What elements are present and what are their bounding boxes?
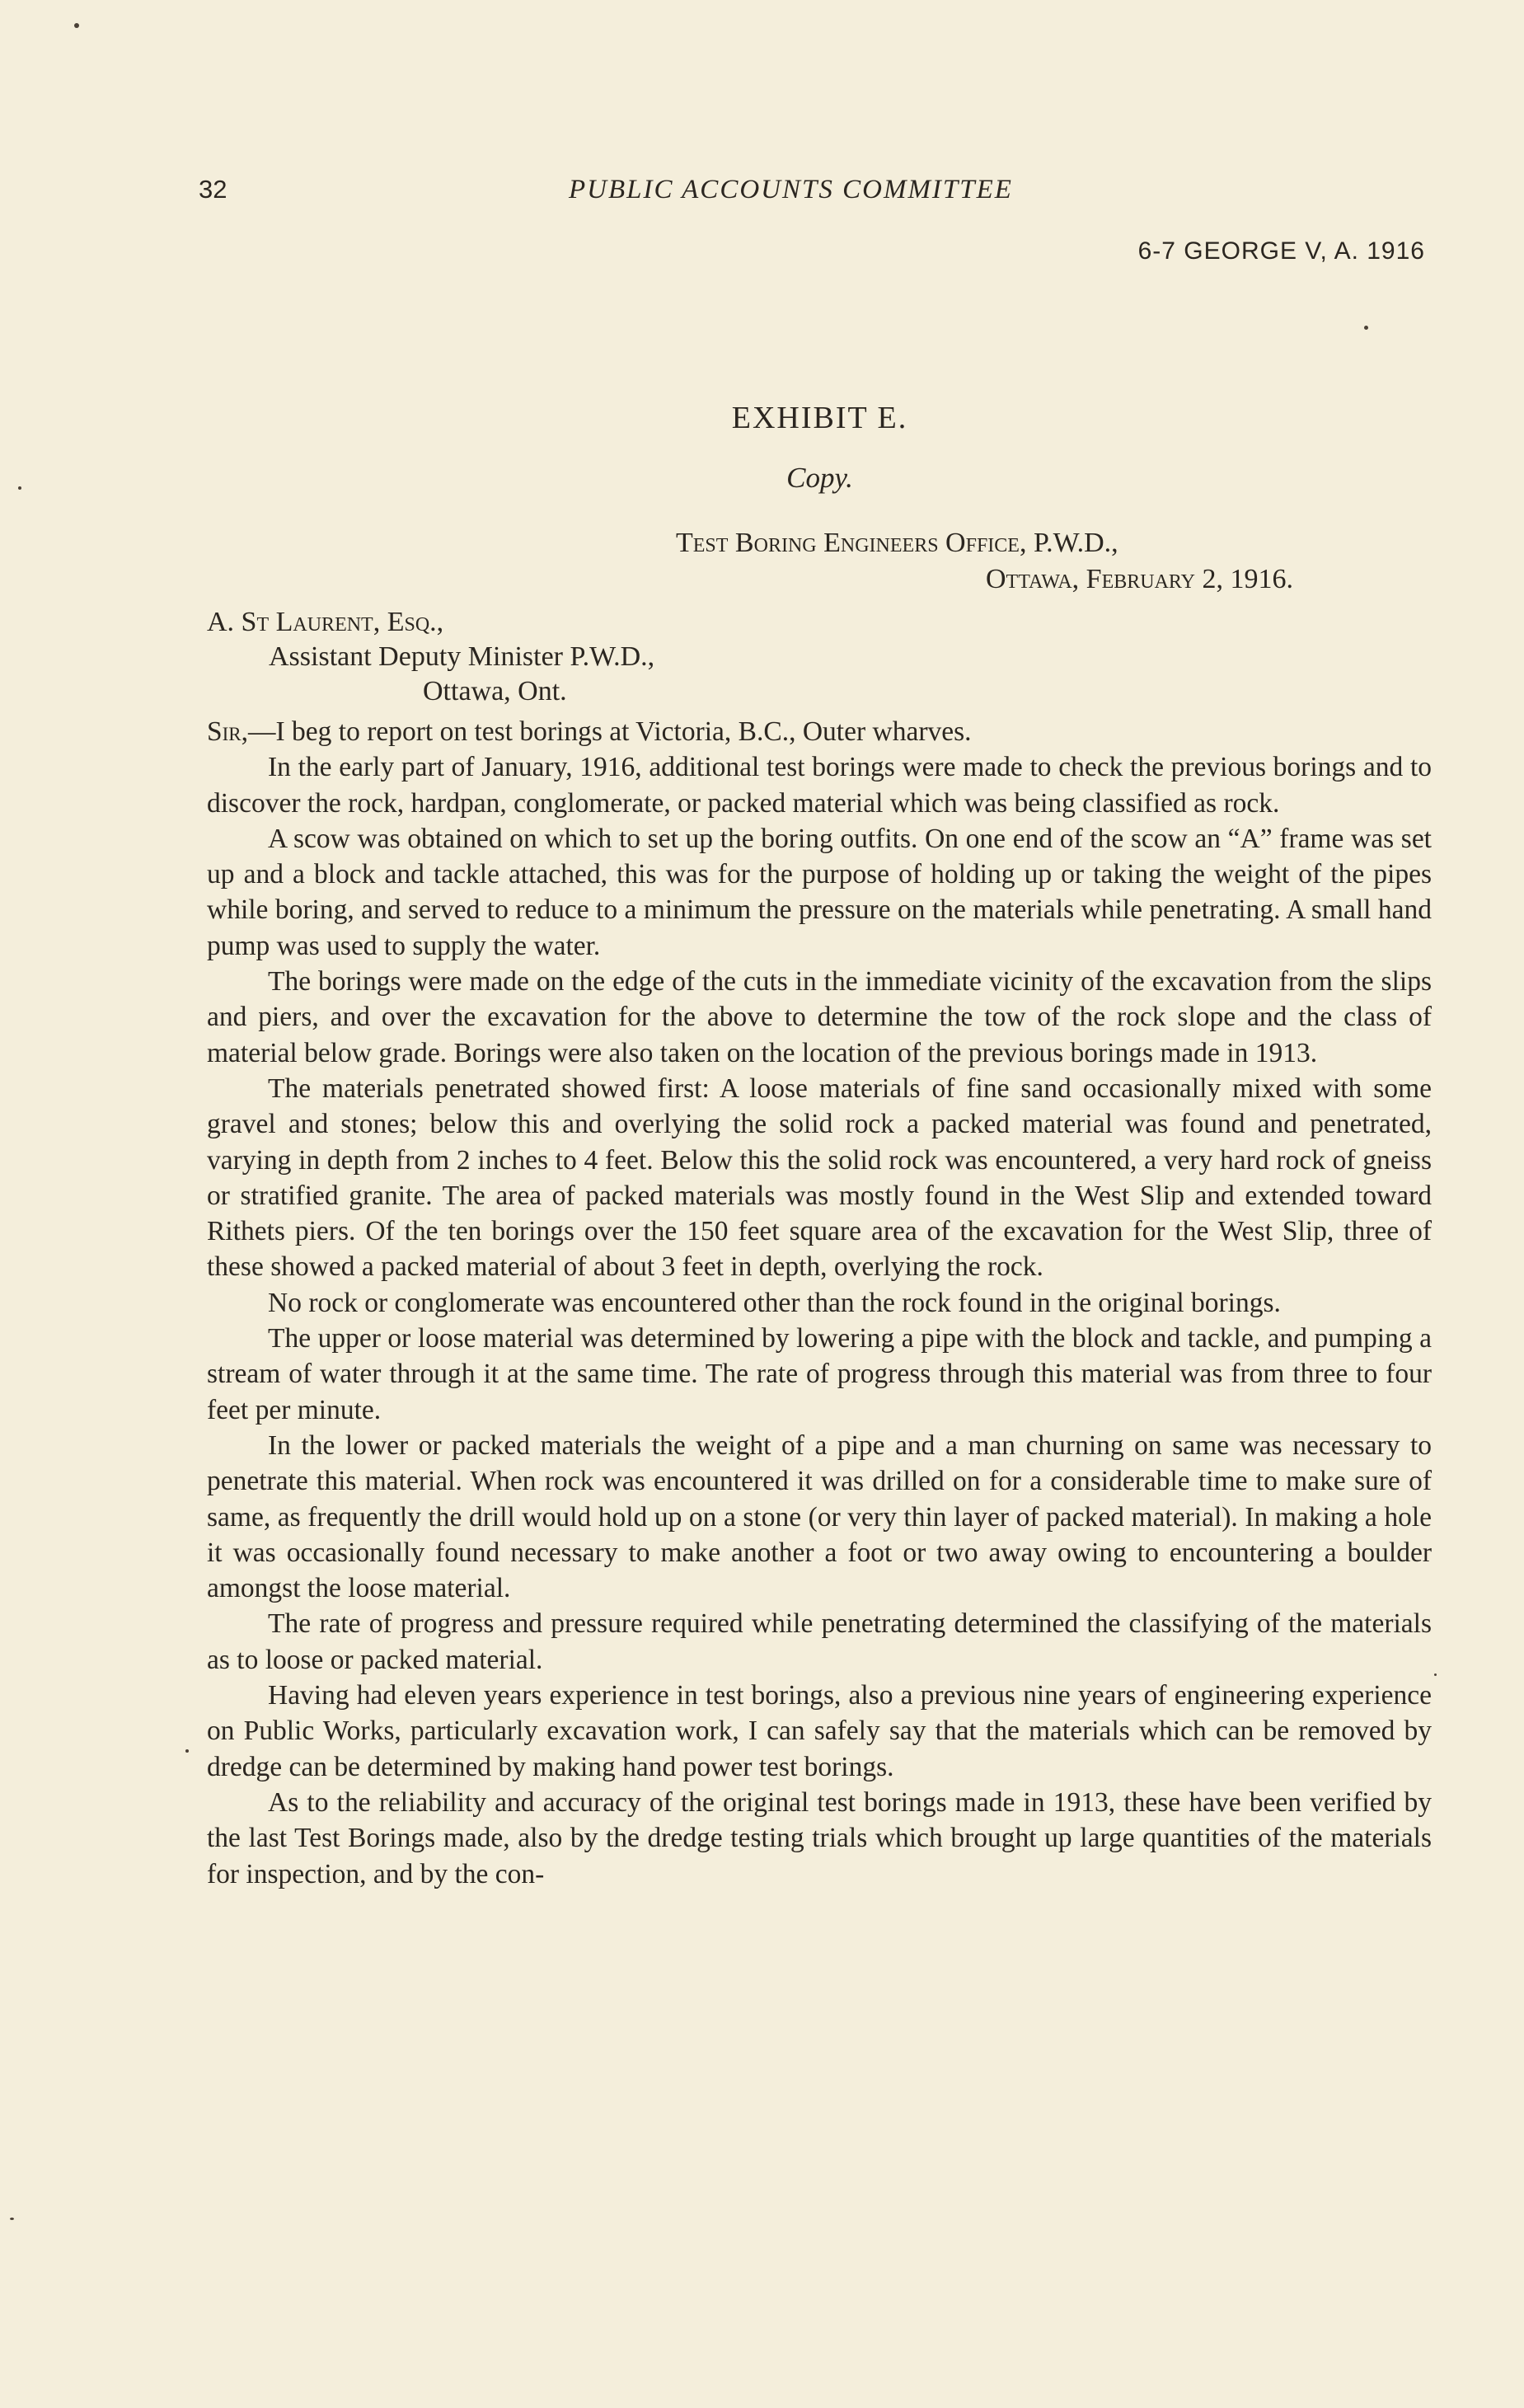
paragraph — [207, 714, 1432, 749]
paragraph: Having had eleven years experience in test borings, also a previous nine years of engineering experience on Public Works, particularly excavation work, I can safely say that the materials which can be removed by dredge can be determined by making hand power test borings. — [207, 1680, 1432, 1782]
paragraph: As to the reliability and accuracy of the original test borings made in 1913, these have been verified by the last Test Borings made, also by the dredge testing trials which brought up large quantities of the materials for inspection, and by the con- — [207, 1786, 1432, 1889]
sender-office: Test Boring Engineers Office, P.W.D., — [676, 528, 1118, 558]
paragraph: In the lower or packed materials the weight of a pipe and a man churning on same was necessary to penetrate this material. When rock was encountered it was drilled on for a considerable time to make sure of same, as frequently the drill would hold up on a stone (or very thin layer of packed material). In making a hole it was occasionally found necessary to make another a foot or two away owing to encountering a boulder amongst the loose material. — [207, 1429, 1432, 1604]
addressee-city: Ottawa, Ont. — [423, 676, 567, 706]
letter-body — [207, 714, 1432, 1892]
exhibit-title: EXHIBIT E. — [731, 401, 908, 435]
addressee-name: A. St Laurent, Esq., — [207, 607, 444, 637]
paragraph: In the early part of January, 1916, additional test borings were made to check the previous borings and to discover the rock, hardpan, conglomerate, or packed material which was being classified as rock. — [207, 752, 1432, 819]
copy-label: Copy. — [786, 462, 853, 494]
salutation: Sir, — [207, 716, 249, 747]
paragraph-text: —I beg to report on test borings at Victoria, B.C., Outer wharves. — [248, 716, 972, 747]
session-label: 6-7 GEORGE V, A. 1916 — [1137, 237, 1425, 265]
running-title: PUBLIC ACCOUNTS COMMITTEE — [569, 175, 1013, 204]
paragraph: The rate of progress and pressure required while penetrating determined the classifying of the materials as to loose or packed material. — [207, 1608, 1432, 1675]
sender-place-date: Ottawa, February 2, 1916. — [986, 564, 1293, 594]
paragraph: A scow was obtained on which to set up the boring outfits. On one end of the scow an “A” frame was set up and a block and tackle attached, this was for the purpose of holding up or taking the weight of the pipes while boring, and served to reduce to a minimum the pressure on the materials while penetrating. A small hand pump was used to supply the water. — [207, 823, 1432, 961]
paragraph: The borings were made on the edge of the cuts in the immediate vicinity of the excavation from the slips and piers, and over the excavation for the above to determine the tow of the rock slope and the class of material below grade. Borings were also taken on the location of the previous borings made in 1913. — [207, 966, 1432, 1068]
paragraph: The materials penetrated showed first: A loose materials of fine sand occasionally mixed with some gravel and stones; below this and overlying the solid rock a packed material was found and penetrated, varying in depth from 2 inches to 4 feet. Below this the solid rock was encountered, a very hard rock of gneiss or stratified granite. The area of packed materials was mostly found in the West Slip and extended toward Rithets piers. Of the ten borings over the 150 feet square area of the excavation for the West Slip, three of these showed a packed material of about 3 feet in depth, overlying the rock. — [207, 1073, 1432, 1283]
addressee-title: Assistant Deputy Minister P.W.D., — [269, 641, 655, 672]
page-number: 32 — [199, 175, 227, 204]
running-header — [0, 175, 1524, 216]
paragraph: The upper or loose material was determined by lowering a pipe with the block and tackle, and pumping a stream of water through it at the same time. The rate of progress through this material was from three to four feet per minute. — [207, 1323, 1432, 1425]
paragraph: No rock or conglomerate was encountered other than the rock found in the original borings. — [268, 1287, 1281, 1318]
